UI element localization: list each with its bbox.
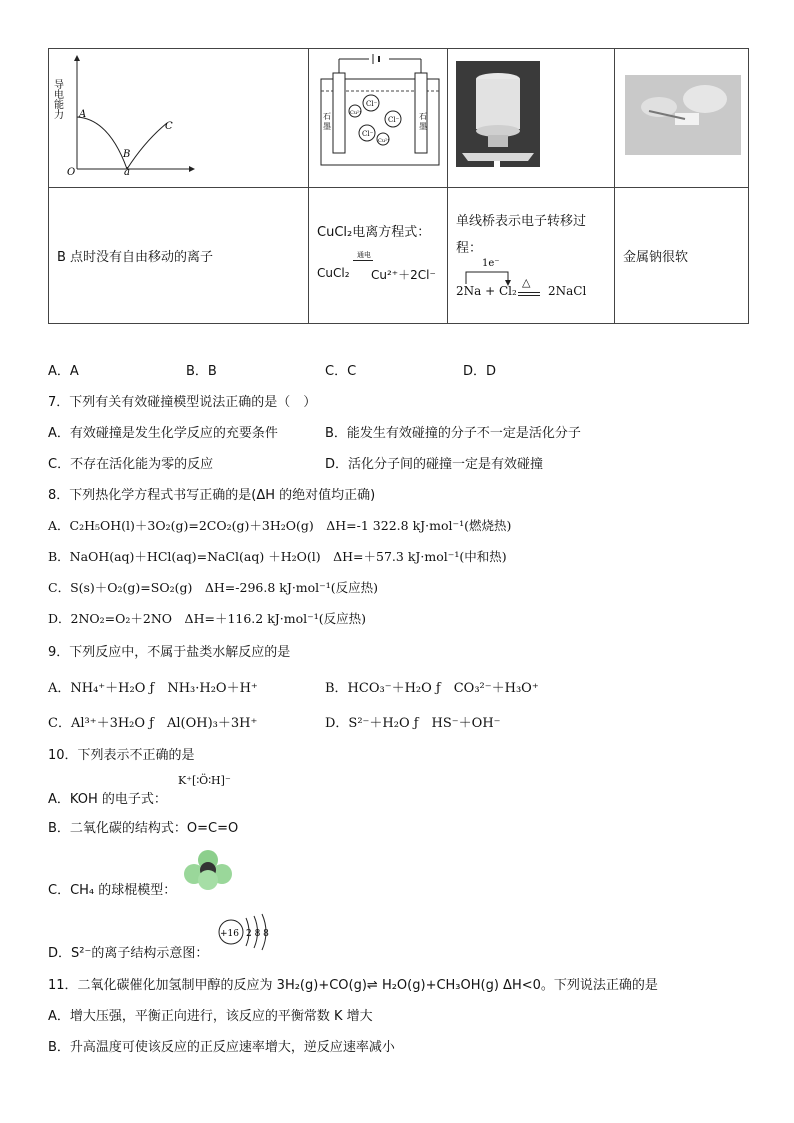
q9-option-d: D．S²⁻＋H₂O ƒ HS⁻＋OH⁻ bbox=[325, 716, 501, 731]
q6-option-c: C．C bbox=[325, 364, 357, 379]
q11-stem: 11．二氧化碳催化加氢制甲醇的反应为 3H₂(g)+CO(g)⇌ H₂O(g)+CH₃OH(g) ΔH<0。下列说法正确的是 bbox=[48, 978, 658, 993]
eq-right: Cu²⁺＋2Cl⁻ bbox=[371, 268, 436, 282]
q6-option-b: B．B bbox=[186, 364, 217, 379]
svg-text:2 8 8: 2 8 8 bbox=[246, 929, 269, 939]
graph-point-b: B bbox=[123, 149, 131, 160]
q8-option-c: C．S(s)＋O₂(g)=SO₂(g) ΔH=-296.8 kJ·mol⁻¹(反应热) bbox=[48, 580, 379, 595]
electrolysis-diagram bbox=[309, 49, 447, 183]
q10-option-d-label: D．S²⁻的离子结构示意图： bbox=[48, 946, 209, 961]
q6-row2-col1: B 点时没有自由移动的离子 bbox=[49, 188, 309, 324]
electron-label: 1e⁻ bbox=[482, 257, 500, 269]
cucl2-equation bbox=[317, 250, 447, 290]
q10-option-c-label: C．CH₄ 的球棍模型： bbox=[48, 883, 177, 898]
q6-option-a: A．A bbox=[48, 364, 79, 379]
q7-option-c: C．不存在活化能为零的反应 bbox=[48, 457, 214, 472]
q9-option-a: A．NH₄⁺＋H₂O ƒ NH₃·H₂O＋H⁺ bbox=[48, 681, 258, 696]
q9-option-c: C．Al³⁺＋3H₂O ƒ Al(OH)₃＋3H⁺ bbox=[48, 716, 258, 731]
q6-table bbox=[48, 48, 749, 324]
svg-text:+16: +16 bbox=[220, 929, 239, 939]
q10-option-a-label: A．KOH 的电子式： bbox=[48, 792, 167, 807]
ion-label: Cl⁻ bbox=[362, 130, 374, 138]
q7-option-b: B．能发生有效碰撞的分子不一定是活化分子 bbox=[325, 426, 581, 441]
electrode-left-label: 石 bbox=[323, 112, 331, 121]
eq-right-nacl: 2NaCl bbox=[548, 283, 587, 298]
sodium-cutting-photo bbox=[615, 49, 748, 183]
ion-label: Cu²⁺ bbox=[350, 110, 362, 116]
cucl2-title: CuCl₂电离方程式： bbox=[317, 225, 431, 240]
svg-text:墨: 墨 bbox=[323, 122, 331, 131]
ion-label: Cl⁻ bbox=[388, 116, 400, 124]
ion-label: Cl⁻ bbox=[366, 100, 378, 108]
q6-row2-col2 bbox=[309, 188, 448, 324]
q6-row2-col3: 单线桥表示电子转移过 程： 1e⁻ 2Na + Cl₂ △ 2NaCl bbox=[448, 188, 615, 324]
q9-option-b: B．HCO₃⁻＋H₂O ƒ CO₃²⁻＋H₃O⁺ bbox=[325, 681, 539, 696]
electrode-right-label: 石 bbox=[419, 112, 427, 121]
svg-text:墨: 墨 bbox=[419, 122, 427, 131]
ion-group bbox=[349, 95, 401, 145]
q11-option-b: B．升高温度可使该反应的正反应速率增大，逆反应速率减小 bbox=[48, 1040, 395, 1055]
graph-ylabel: 导电能力 bbox=[51, 79, 63, 119]
single-bridge-title: 单线桥表示电子转移过 bbox=[456, 213, 587, 229]
q6-row2-col4: 金属钠很软 bbox=[615, 188, 749, 324]
condition-label: 通电 bbox=[357, 251, 371, 259]
electrolysis-cell bbox=[309, 49, 448, 188]
q6-option-d: D．D bbox=[463, 364, 497, 379]
q8-option-b: B．NaOH(aq)＋HCl(aq)=NaCl(aq) ＋H₂O(l) ΔH=＋57.3 kJ·mol⁻¹(中和热) bbox=[48, 549, 507, 564]
ion-label: Cu²⁺ bbox=[378, 138, 390, 144]
eq-left: CuCl₂ bbox=[317, 266, 350, 280]
q9-stem: 9．下列反应中，不属于盐类水解反应的是 bbox=[48, 645, 291, 660]
q8-stem: 8．下列热化学方程式书写正确的是(ΔH 的绝对值均正确) bbox=[48, 488, 376, 503]
eq-left-na: 2Na + Cl₂ bbox=[456, 283, 517, 298]
graph-point-c: C bbox=[165, 121, 173, 132]
s2-ion-structure bbox=[214, 910, 280, 956]
graph-x-a: a bbox=[124, 167, 130, 178]
q10-option-b: B．二氧化碳的结构式：O=C=O bbox=[48, 821, 239, 836]
ch4-ball-stick-model bbox=[184, 848, 232, 890]
q11-option-a: A．增大压强，平衡正向进行，该反应的平衡常数 K 增大 bbox=[48, 1009, 373, 1024]
conductivity-graph bbox=[49, 49, 308, 183]
conductivity-graph-cell bbox=[49, 49, 309, 188]
graph-point-a: A bbox=[79, 109, 87, 120]
q7-option-d: D．活化分子间的碰撞一定是有效碰撞 bbox=[325, 457, 544, 472]
graph-origin: O bbox=[67, 167, 76, 178]
q10-stem: 10．下列表示不正确的是 bbox=[48, 748, 195, 763]
q7-option-a: A．有效碰撞是发生化学反应的充要条件 bbox=[48, 426, 278, 441]
sodium-photo-cell bbox=[615, 49, 749, 188]
apparatus-photo-cell bbox=[448, 49, 615, 188]
q8-option-d: D．2NO₂=O₂＋2NO ΔH=＋116.2 kJ·mol⁻¹(反应热) bbox=[48, 611, 366, 626]
single-bridge-equation: 1e⁻ 2Na + Cl₂ △ 2NaCl bbox=[456, 257, 587, 298]
q7-stem: 7．下列有关有效碰撞模型说法正确的是（ ） bbox=[48, 395, 317, 410]
koh-electron-formula: K⁺[∶Ö∶H]⁻ bbox=[178, 774, 231, 787]
apparatus-photo bbox=[448, 49, 614, 183]
q8-option-a: A．C₂H₅OH(l)＋3O₂(g)=2CO₂(g)＋3H₂O(g) ΔH=-1 322.8 kJ·mol⁻¹(燃烧热) bbox=[48, 518, 512, 533]
